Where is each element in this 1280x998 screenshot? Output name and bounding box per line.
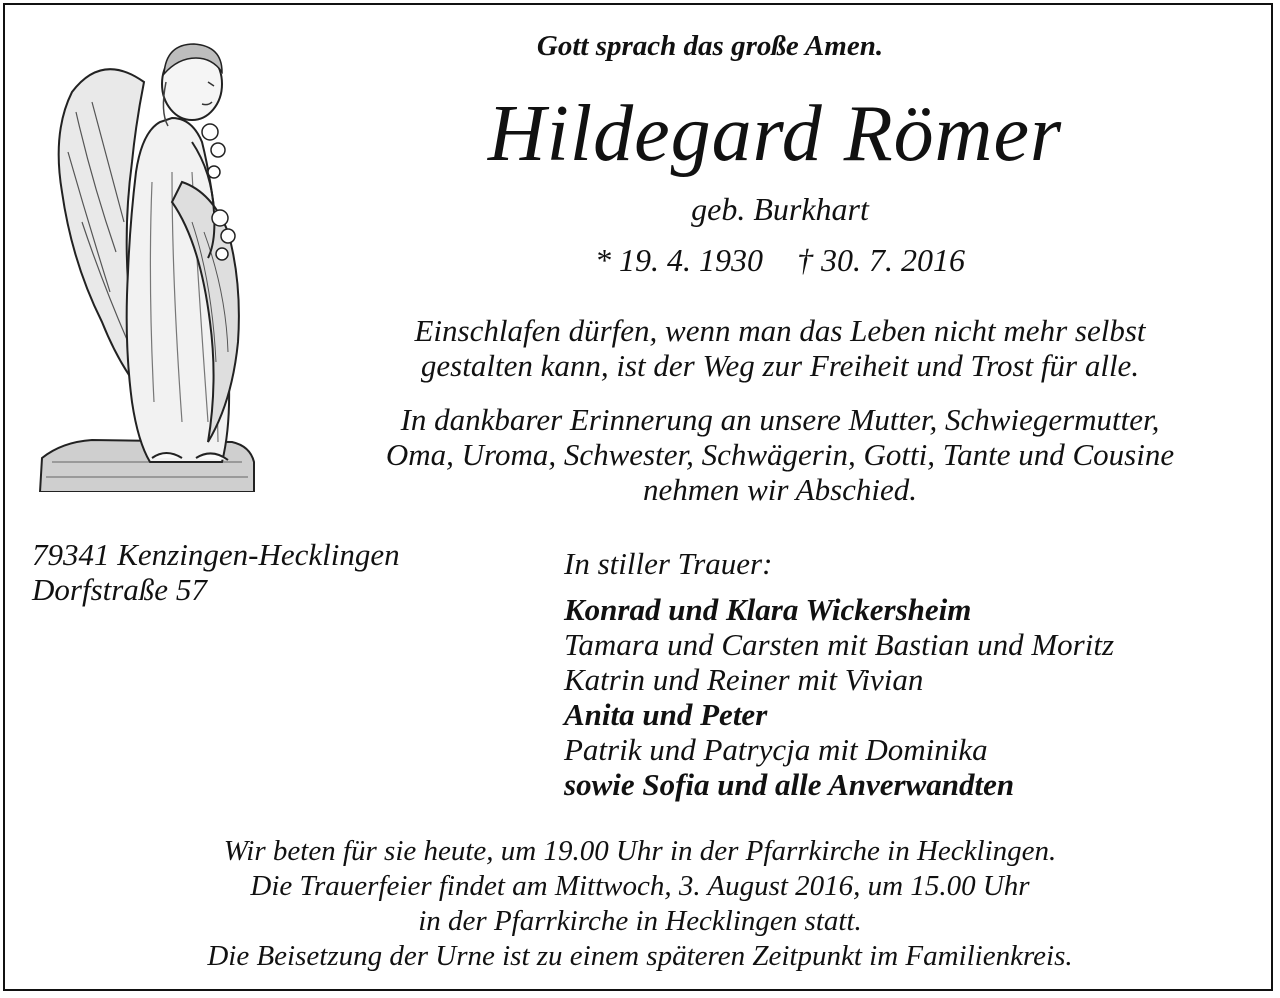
service-info — [100, 834, 1180, 974]
service-line: Die Trauerfeier findet am Mittwoch, 3. August 2016, um 15.00 Uhr — [250, 870, 1030, 902]
service-line: in der Pfarrkirche in Hecklingen statt. — [418, 905, 862, 937]
mourner-line: sowie Sofia und alle Anverwandten — [564, 767, 1015, 802]
mourner-line: Konrad und Klara Wickersheim — [564, 592, 972, 627]
mourner-line: Patrik und Patrycja mit Dominika — [564, 732, 988, 767]
remembrance-line: In dankbarer Erinnerung an unsere Mutter, Schwiegermutter, — [400, 402, 1160, 437]
verse-line: gestalten kann, ist der Weg zur Freiheit und Trost für alle. — [420, 348, 1140, 383]
remembrance-line: Oma, Uroma, Schwester, Schwägerin, Gotti, Tante und Cousine — [385, 437, 1175, 472]
address-street: Dorfstraße 57 — [32, 572, 207, 607]
service-line: Die Beisetzung der Urne ist zu einem späteren Zeitpunkt im Familienkreis. — [207, 940, 1073, 972]
address-city: 79341 Kenzingen-Hecklingen — [32, 537, 400, 572]
angel-statue-icon — [32, 22, 258, 492]
service-line: Wir beten für sie heute, um 19.00 Uhr in der Pfarrkirche in Hecklingen. — [223, 835, 1057, 867]
remembrance-text — [320, 402, 1240, 507]
motto: Gott sprach das große Amen. — [536, 30, 884, 62]
mourner-line: Anita und Peter — [564, 697, 768, 732]
mourners-heading: In stiller Trauer: — [564, 546, 773, 581]
maiden-name: geb. Burkhart — [691, 191, 869, 227]
death-date: † 30. 7. 2016 — [797, 242, 965, 278]
birth-date: * 19. 4. 1930 — [595, 242, 763, 278]
address — [32, 537, 400, 607]
mourner-line: Tamara und Carsten mit Bastian und Moritz — [564, 627, 1115, 662]
mourners-list — [564, 546, 1114, 802]
deceased-name: Hildegard Römer — [487, 90, 1063, 178]
life-dates — [520, 242, 1040, 279]
mourner-line: Katrin und Reiner mit Vivian — [564, 662, 924, 697]
remembrance-line: nehmen wir Abschied. — [642, 472, 918, 507]
verse-line: Einschlafen dürfen, wenn man das Leben nicht mehr selbst — [414, 313, 1146, 348]
verse — [330, 313, 1230, 383]
